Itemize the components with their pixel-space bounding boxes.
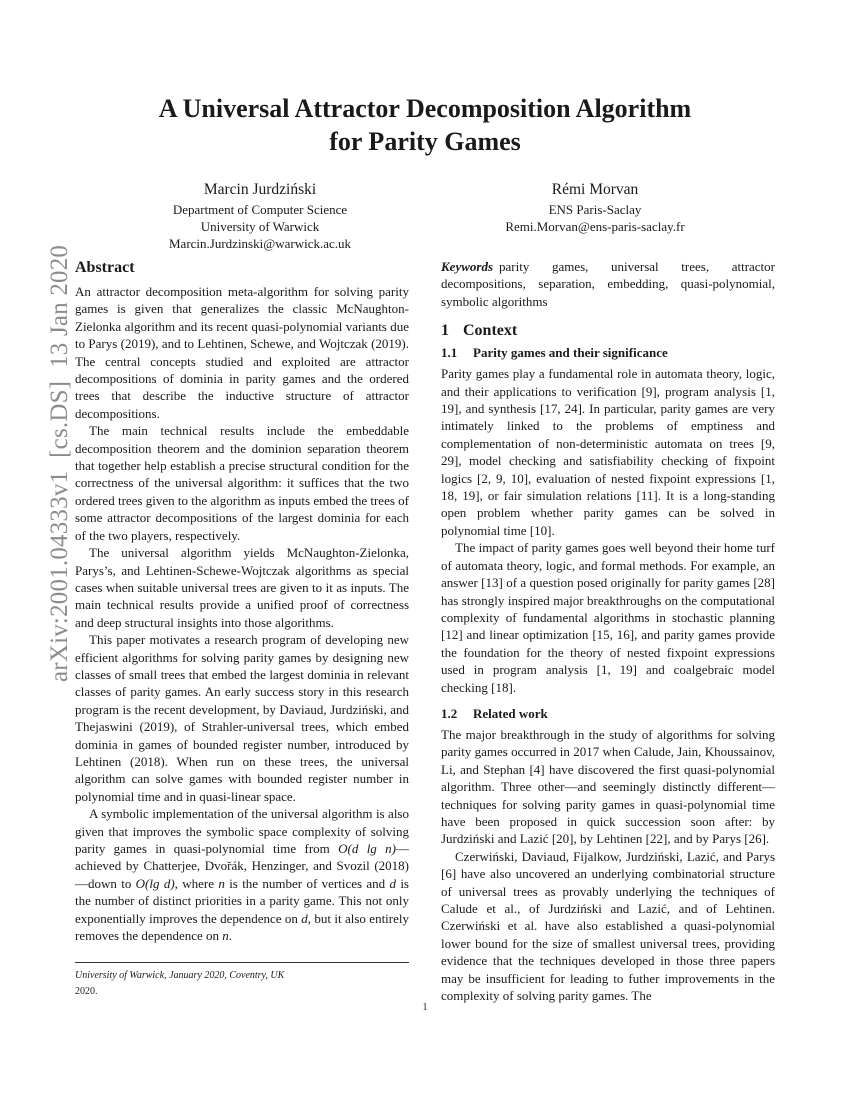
math-variable: n <box>218 875 225 891</box>
math-expression: O(d lg n) <box>338 841 396 856</box>
abstract-paragraph: This paper motivates a research program of developing new efficient algorithms for solving parity games by designing new classes of small trees that embed the largest dominia in relevant classes of parity games. An early success story in this research program is the recent development, by Daviaud, Jurdziński, and Thejaswini (2019), of Strahler-universal trees, which embed dominia in games of bounded register number, introduced by Lehtinen (2018). When run on these trees, the universal algorithm can solve games with bounded register number in polynomial time and in quasi-linear space. <box>75 632 409 804</box>
right-column <box>441 258 775 1004</box>
text-run: , where <box>174 875 219 891</box>
abstract-paragraph: An attractor decomposition meta-algorithm for solving parity games is given that generalizes the classic McNaughton-Zielonka algorithm and its recent quasi-polynomial variants due to Parys (2019), and to Lehtinen, Schewe, and Wojtczak (2019). The central concepts studied and exploited are attractor decompositions of dominia in parity games and the ordered trees that describe the inductive structure of attractor decompositions. <box>75 284 409 421</box>
author-email: Marcin.Jurdzinski@warwick.ac.uk <box>169 236 351 251</box>
text-run: . <box>228 928 233 944</box>
author-email: Remi.Morvan@ens-paris-saclay.fr <box>505 219 685 234</box>
author-name: Marcin Jurdziński <box>203 181 317 198</box>
footnote-year: 2020. <box>75 986 98 997</box>
footnote <box>75 962 409 1000</box>
keywords-text: parity games, universal trees, attractor decompositions, separation, embedding, quasi-polynomial, symbolic algorithms <box>441 259 775 309</box>
keywords-label: Keywords <box>441 259 493 274</box>
body-paragraph: The major breakthrough in the study of algorithms for solving parity games occurred in 2017 when Calude, Jain, Khoussainov, Li, and Stephan [4] have discovered the first quasi-polynomial algorithm. Three other—and seemingly distinctly different—techniques for solving parity games in quasi-polynomial time have been proposed in quick succession soon after: by Jurdziński and Lazić [20], by Lehtinen [22], and by Parys [26]. <box>441 726 775 847</box>
body-paragraph: Parity games play a fundamental role in automata theory, logic, and their applications to verification [9], program analysis [1, 19], and synthesis [17, 24]. In particular, parity games are very intimately linked to the problems of emptiness and complementation of non-deterministic automata on trees [9, 29], model checking and satisfiability checking of fixpoint logics [2, 9, 10], evaluation of nested fixpoint expressions [1, 18, 19], or fair simulation relations [11]. It is a long-standing open problem whether parity games can be solved in polynomial time [10]. <box>441 366 775 538</box>
title-line-2: for Parity Games <box>329 127 521 156</box>
text-run: is the number of distinct priorities in a parity game. This not only exponentially improves the dependence on <box>75 875 409 926</box>
text-run: A symbolic implementation of the universal algorithm is also given that improves the symbolic space complexity of solving parity games in quasi-polynomial time from <box>75 806 409 856</box>
subsection-title: Related work <box>473 705 548 721</box>
arxiv-identifier: arXiv:2001.04333v1 [cs.DS] 13 Jan 2020 <box>46 244 73 682</box>
section-heading <box>441 320 775 342</box>
author-name: Rémi Morvan <box>551 181 639 198</box>
abstract-paragraph <box>75 805 409 944</box>
subsection-number: 1.1 <box>441 345 458 361</box>
abstract-paragraph: The universal algorithm yields McNaughton-Zielonka, Parys’s, and Lehtinen-Schewe-Wojtczak algorithms as special cases when suitable universal trees are given to it as inputs. The main technical results provide a unified proof of correctness and deep structural insights into those algorithms. <box>75 545 409 630</box>
subsection-number: 1.2 <box>441 705 458 721</box>
text-run: is the number of vertices and <box>224 875 390 891</box>
body-paragraph: Czerwiński, Daviaud, Fijalkow, Jurdziński, Lazić, and Parys [6] have also uncovered an underlying combinatorial structure of universal trees as provably underlying the techniques of Calude et al., of Jurdziński and Lazić, and of Lehtinen. Czerwiński et al. have also established a quasi-polynomial lower bound for the size of smallest universal trees, providing evidence that the techniques developed in those three papers may be insufficient for leading to futher improvements in the complexity of solving parity games. The <box>441 848 775 1004</box>
author-department: Department of Computer Science <box>172 202 348 217</box>
paper-title <box>75 92 775 158</box>
left-column <box>75 258 409 944</box>
subsection-title: Parity games and their significance <box>473 345 668 361</box>
abstract-paragraph: The main technical results include the embeddable decomposition theorem and the dominion separation theorem that together help establish a precise structural condition for the correctness of the universal algorithm: it suffices that the two ordered trees given to the algorithm as inputs embed the trees of some attractor decompositions of the largest dominia for each of the two players, respectively. <box>75 423 409 543</box>
abstract-heading: Abstract <box>75 259 135 276</box>
text-run: , but it also entirely removes the dependence on <box>75 910 410 944</box>
math-variable: d <box>389 875 396 891</box>
math-variable: d <box>301 910 308 926</box>
section-number: 1 <box>441 322 449 340</box>
keywords <box>441 258 775 310</box>
math-expression: O(lg d) <box>135 875 175 891</box>
subsection-heading <box>441 344 775 362</box>
author-block-2 <box>470 180 720 235</box>
subsection-heading <box>441 705 775 723</box>
page-number: 1 <box>422 1002 428 1013</box>
math-variable: n <box>222 928 229 944</box>
text-run: —achieved by Chatterjee, Dvořák, Henzinger, and Svozil (2018)—down to <box>75 841 409 891</box>
section-title: Context <box>463 322 518 340</box>
author-affiliation: ENS Paris-Saclay <box>548 202 642 217</box>
author-affiliation: University of Warwick <box>200 219 320 234</box>
body-paragraph: The impact of parity games goes well beyond their home turf of automata theory, logic, and formal methods. For example, an answer [13] of a question posed originally for parity games [28] has strongly inspired major breakthroughs on the computational complexity of fundamental algorithms in stochastic planning [12] and linear optimization [15, 16], and parity games provide the foundation for the theory of nested fixpoint expressions used in program analysis [1, 19] and coalgebraic model checking [18]. <box>441 540 775 695</box>
author-block-1 <box>130 180 390 252</box>
footnote-venue: University of Warwick, January 2020, Coventry, UK <box>75 970 285 981</box>
title-line-1: A Universal Attractor Decomposition Algorithm <box>158 94 692 123</box>
